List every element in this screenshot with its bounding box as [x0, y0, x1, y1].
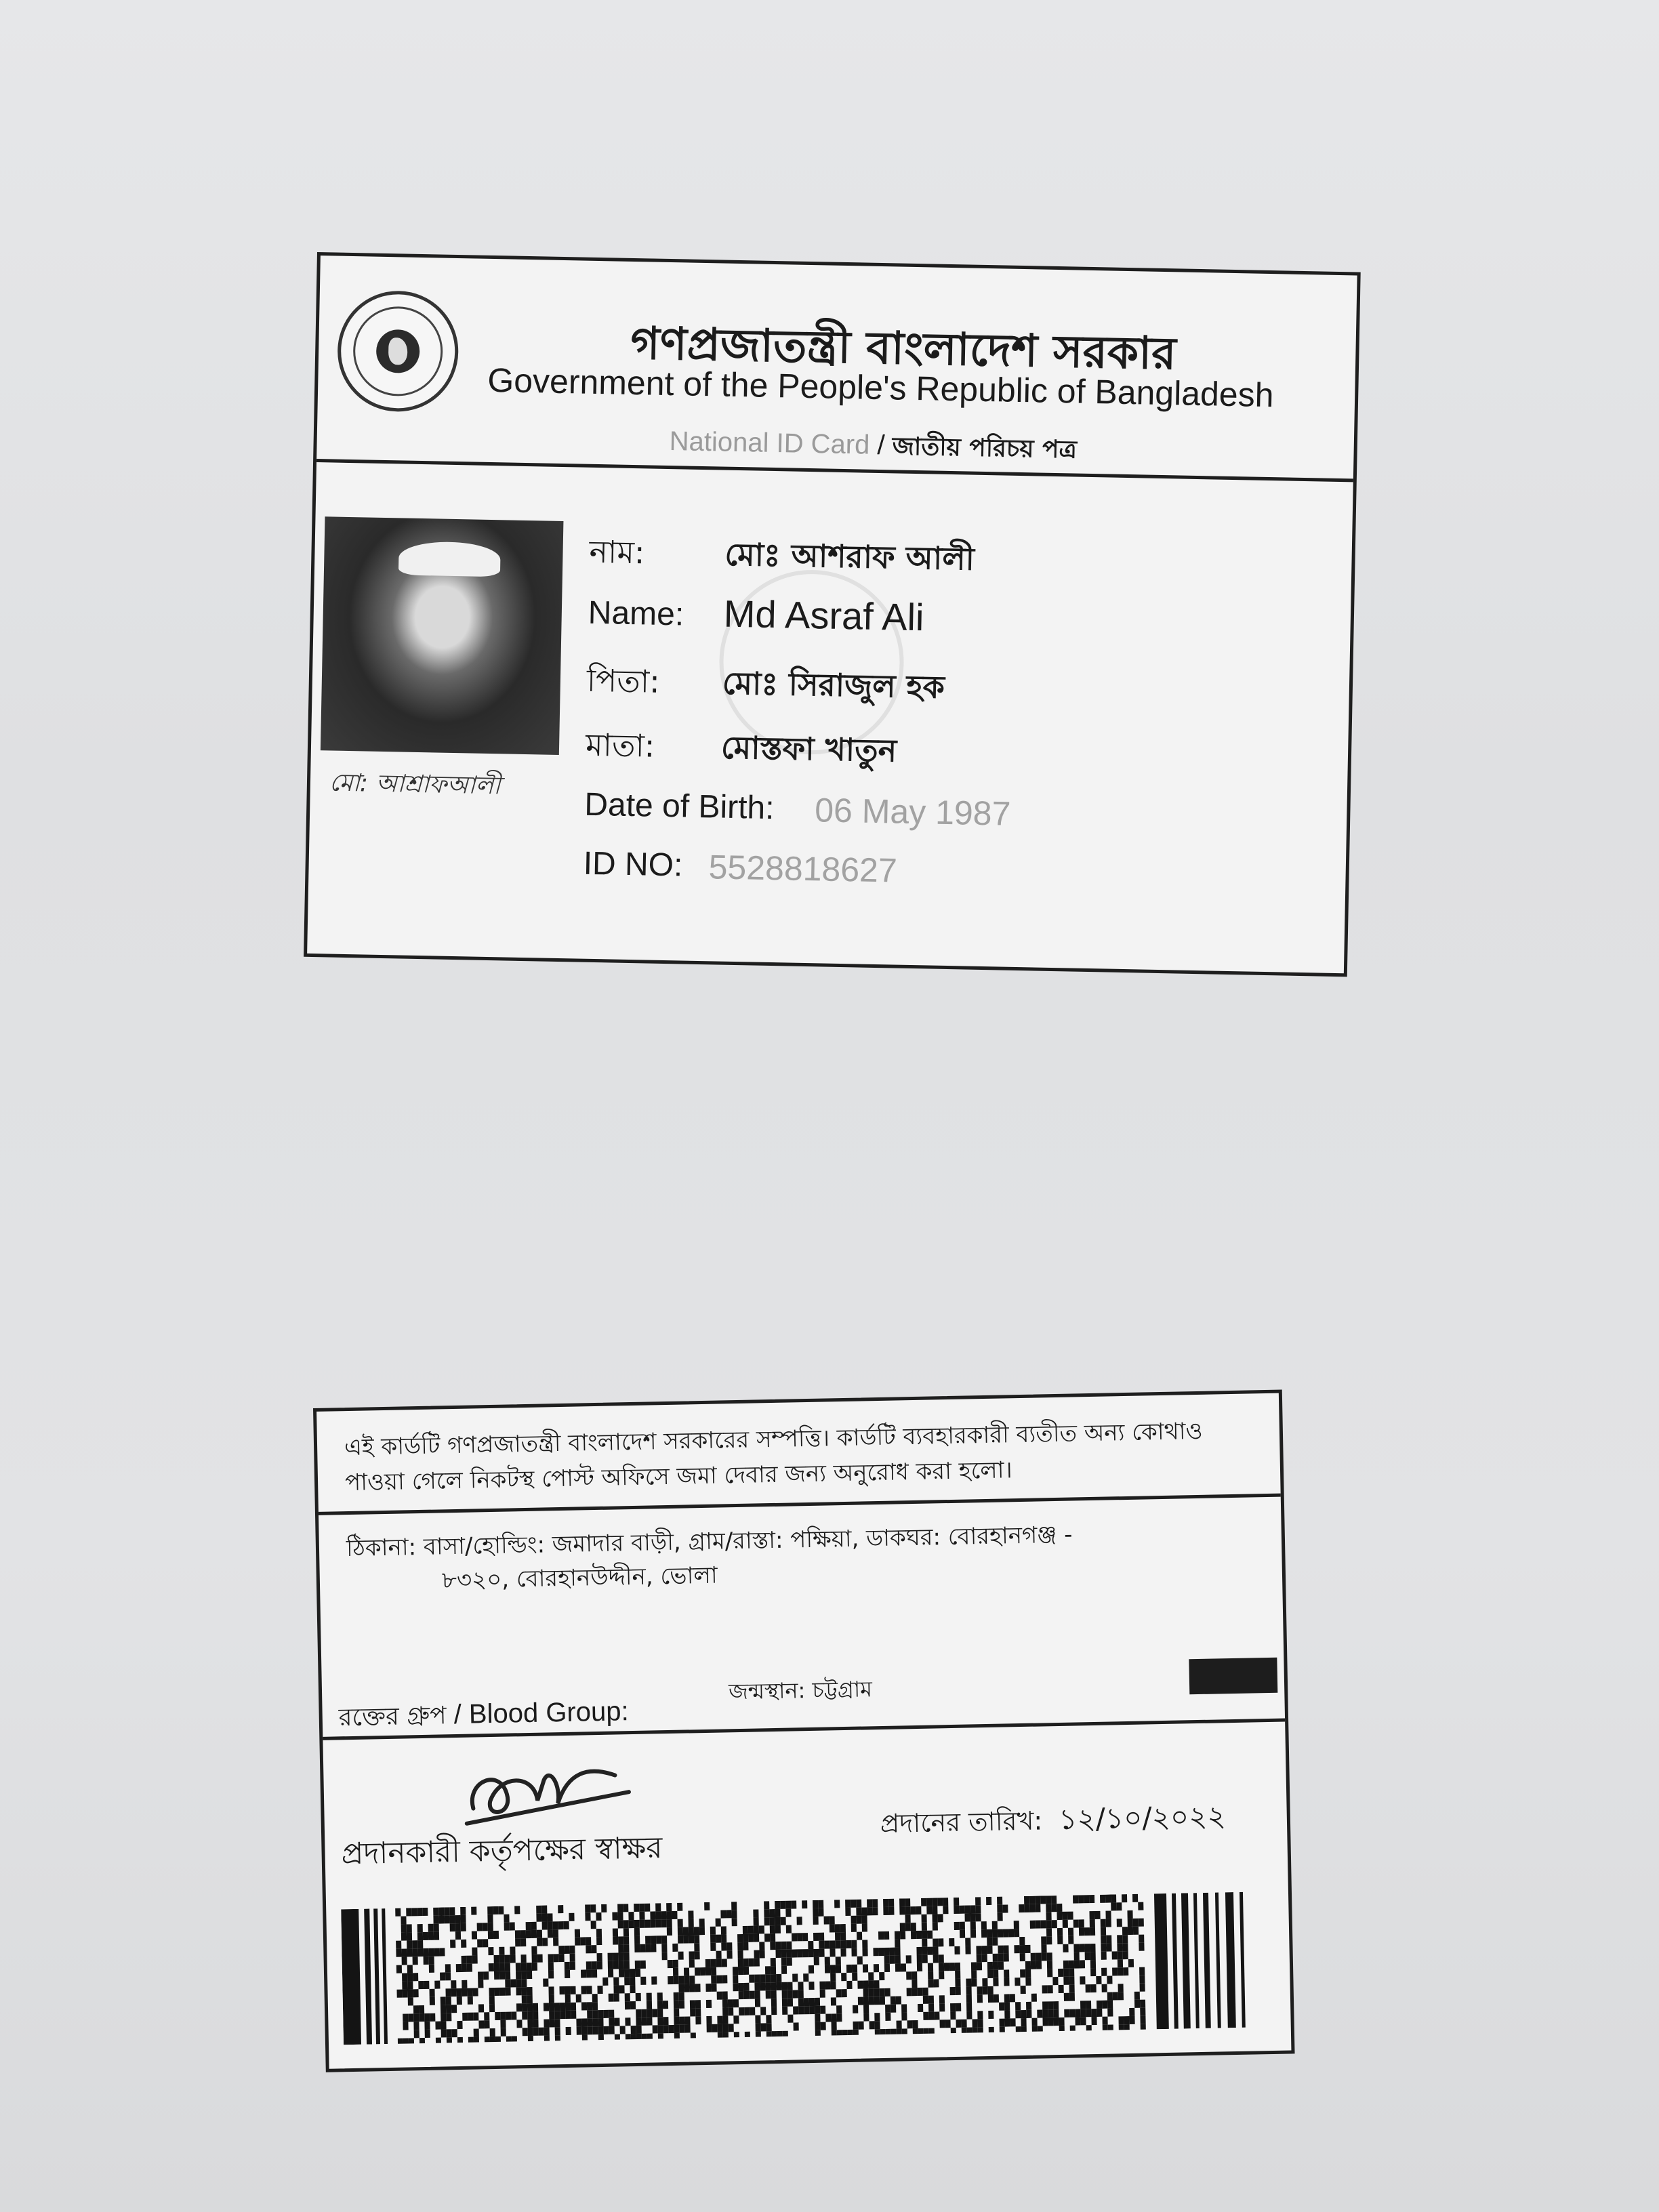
address-line-2: ৮৩২০, বোরহানউদ্দীন, ভোলা — [441, 1561, 718, 1595]
subtitle-english: National ID Card — [669, 426, 870, 460]
nid-card-back — [313, 1390, 1295, 2072]
mother-value: মোস্তফা খাতুন — [720, 729, 897, 769]
card-subtitle — [669, 424, 1077, 472]
name-bn-label: নাম: — [589, 533, 645, 571]
dob-value: 06 May 1987 — [814, 791, 1011, 833]
name-en-value: Md Asraf Ali — [723, 592, 925, 639]
name-bn-value: মোঃ আশরাফ আলী — [724, 535, 975, 577]
card-title-bangla: গণপ্রজাতন্ত্রী বাংলাদেশ সরকার — [630, 316, 1177, 380]
issue-date-block — [880, 1794, 1226, 1849]
dob-label: Date of Birth: — [583, 786, 775, 827]
pdf417-barcode — [341, 1891, 1279, 2045]
blood-group-en: / Blood Group: — [446, 1696, 630, 1730]
father-value: মোঃ সিরাজুল হক — [722, 664, 945, 705]
mother-label: মাতা: — [585, 726, 655, 764]
signatory-label: প্রদানকারী কর্তৃপক্ষের স্বাক্ষর — [341, 1830, 663, 1872]
address-block — [346, 1515, 1229, 1599]
authority-signature — [459, 1744, 636, 1836]
government-seal-icon — [337, 290, 459, 413]
father-label: পিতা: — [586, 661, 661, 700]
issue-date-value: ১২/১০/২০২২ — [1058, 1799, 1227, 1836]
subtitle-separator: / — [869, 430, 893, 461]
card-title-english: Government of the People's Republic of Bangladesh — [487, 361, 1275, 415]
name-en-label: Name: — [588, 594, 684, 633]
subtitle-bangla: জাতীয় পরিচয় পত্র — [892, 432, 1078, 464]
holder-signature: মো: আশ্রাফআলী — [329, 769, 501, 800]
blood-group-bn: রক্তের গ্রুপ — [338, 1702, 447, 1732]
id-value: 5528818627 — [708, 848, 898, 890]
nid-card-front — [304, 252, 1361, 977]
holder-photo — [321, 516, 564, 755]
address-line-1: ঠিকানা: বাসা/হোল্ডিং: জমাদার বাড়ী, গ্রাম/রাস্তা: পক্ষিয়া, ডাকঘর: বোরহানগঞ্জ - — [346, 1521, 1073, 1563]
id-label: ID NO: — [583, 845, 683, 884]
birthplace: জন্মস্থান: চট্টগ্রাম — [728, 1676, 873, 1705]
issue-date-label: প্রদানের তারিখ: — [880, 1805, 1043, 1839]
ownership-notice: এই কার্ডটি গণপ্রজাতন্ত্রী বাংলাদেশ সরকারের সম্পত্তি। কার্ডটি ব্যবহারকারী ব্যতীত অন্য কোথাও পাওয়া গেলে নিকটস্থ পোস্ট অফিসে জমা দেবার জন্য অনুরোধ করা হলো। — [344, 1417, 1203, 1497]
redaction-block — [1189, 1658, 1277, 1694]
